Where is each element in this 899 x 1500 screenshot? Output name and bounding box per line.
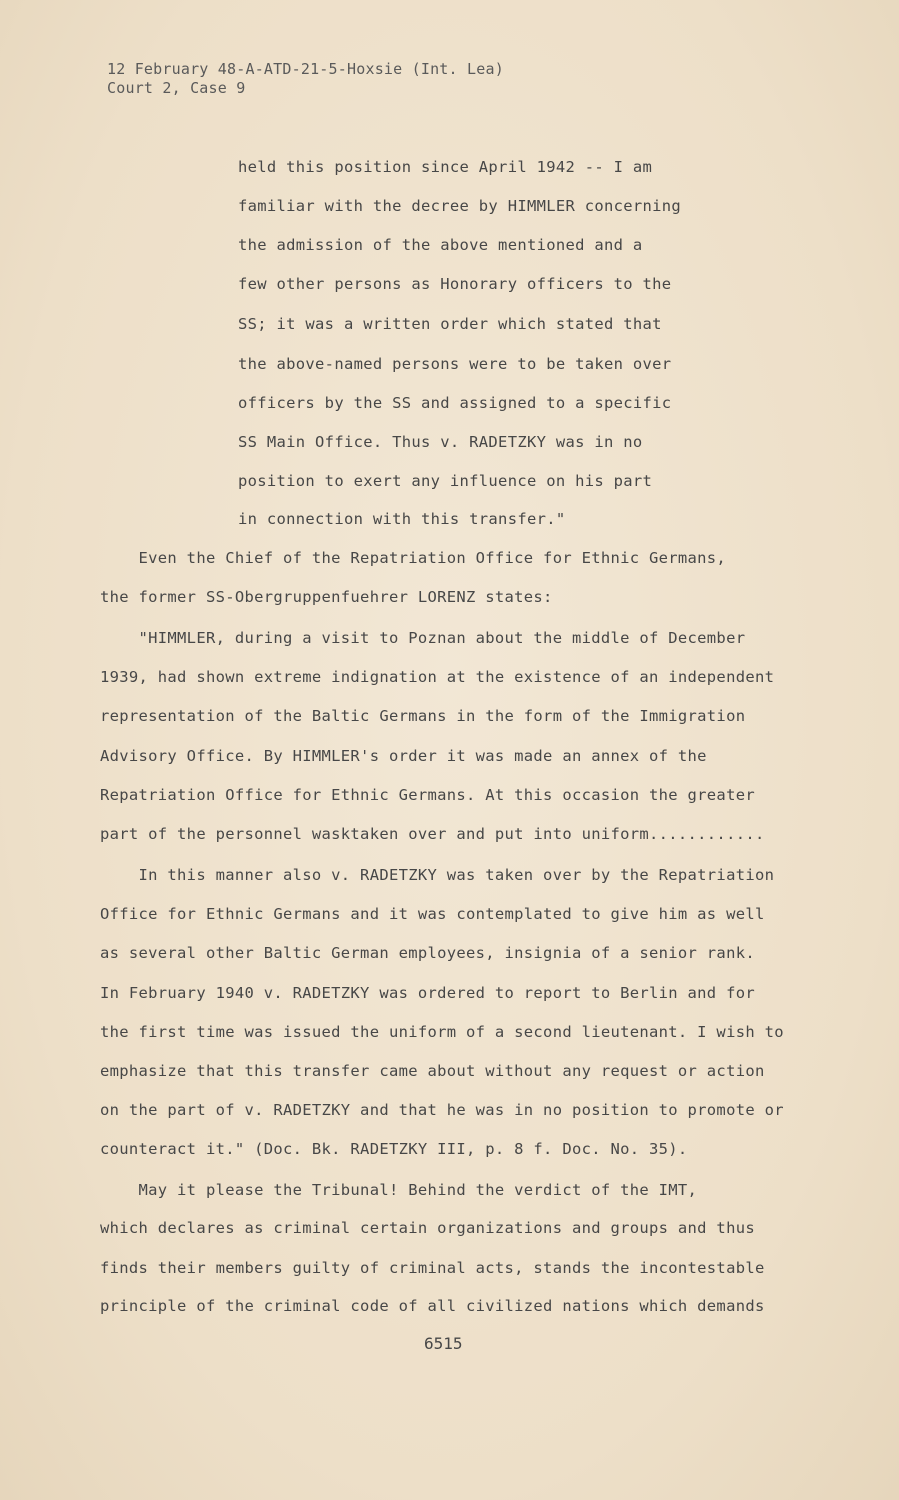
body-line: representation of the Baltic Germans in the form of the Immigration bbox=[100, 707, 746, 725]
body-line: Repatriation Office for Ethnic Germans. At this occasion the greater bbox=[100, 786, 755, 804]
body-line: position to exert any influence on his part bbox=[238, 472, 653, 490]
body-line: SS; it was a written order which stated that bbox=[238, 315, 662, 333]
body-line: Advisory Office. By HIMMLER's order it was made an annex of the bbox=[100, 747, 707, 765]
body-line: few other persons as Honorary officers to the bbox=[238, 275, 672, 293]
body-line: held this position since April 1942 -- I am bbox=[238, 158, 653, 176]
body-line: May it please the Tribunal! Behind the verdict of the IMT, bbox=[100, 1181, 698, 1199]
body-line: as several other Baltic German employees, insignia of a senior rank. bbox=[100, 944, 755, 962]
body-line: in connection with this transfer." bbox=[238, 510, 566, 528]
body-line: officers by the SS and assigned to a specific bbox=[238, 394, 672, 412]
header-line-1: 12 February 48-A-ATD-21-5-Hoxsie (Int. Lea) bbox=[107, 60, 504, 78]
document-header bbox=[107, 60, 504, 98]
body-line: the admission of the above mentioned and a bbox=[238, 236, 643, 254]
body-line: emphasize that this transfer came about without any request or action bbox=[100, 1062, 765, 1080]
body-line: 1939, had shown extreme indignation at the existence of an independent bbox=[100, 668, 775, 686]
body-line: the former SS-Obergruppenfuehrer LORENZ states: bbox=[100, 588, 553, 606]
body-line: In this manner also v. RADETZKY was taken over by the Repatriation bbox=[100, 866, 775, 884]
body-line: "HIMMLER, during a visit to Poznan about the middle of December bbox=[100, 629, 746, 647]
body-line: on the part of v. RADETZKY and that he was in no position to promote or bbox=[100, 1101, 784, 1119]
body-line: Even the Chief of the Repatriation Office for Ethnic Germans, bbox=[100, 549, 727, 567]
body-line: counteract it." (Doc. Bk. RADETZKY III, p. 8 f. Doc. No. 35). bbox=[100, 1140, 688, 1158]
body-line: principle of the criminal code of all civilized nations which demands bbox=[100, 1297, 765, 1315]
body-line: which declares as criminal certain organizations and groups and thus bbox=[100, 1219, 755, 1237]
body-line: finds their members guilty of criminal acts, stands the incontestable bbox=[100, 1259, 765, 1277]
body-line: Office for Ethnic Germans and it was contemplated to give him as well bbox=[100, 905, 765, 923]
body-line: In February 1940 v. RADETZKY was ordered to report to Berlin and for bbox=[100, 984, 755, 1002]
body-line: familiar with the decree by HIMMLER concerning bbox=[238, 197, 682, 215]
body-line: part of the personnel wasktaken over and put into uniform............ bbox=[100, 825, 765, 843]
body-line: the above-named persons were to be taken over bbox=[238, 355, 672, 373]
body-line: SS Main Office. Thus v. RADETZKY was in no bbox=[238, 433, 643, 451]
page-number: 6515 bbox=[424, 1334, 463, 1353]
header-line-2: Court 2, Case 9 bbox=[107, 79, 246, 97]
body-line: the first time was issued the uniform of a second lieutenant. I wish to bbox=[100, 1023, 784, 1041]
